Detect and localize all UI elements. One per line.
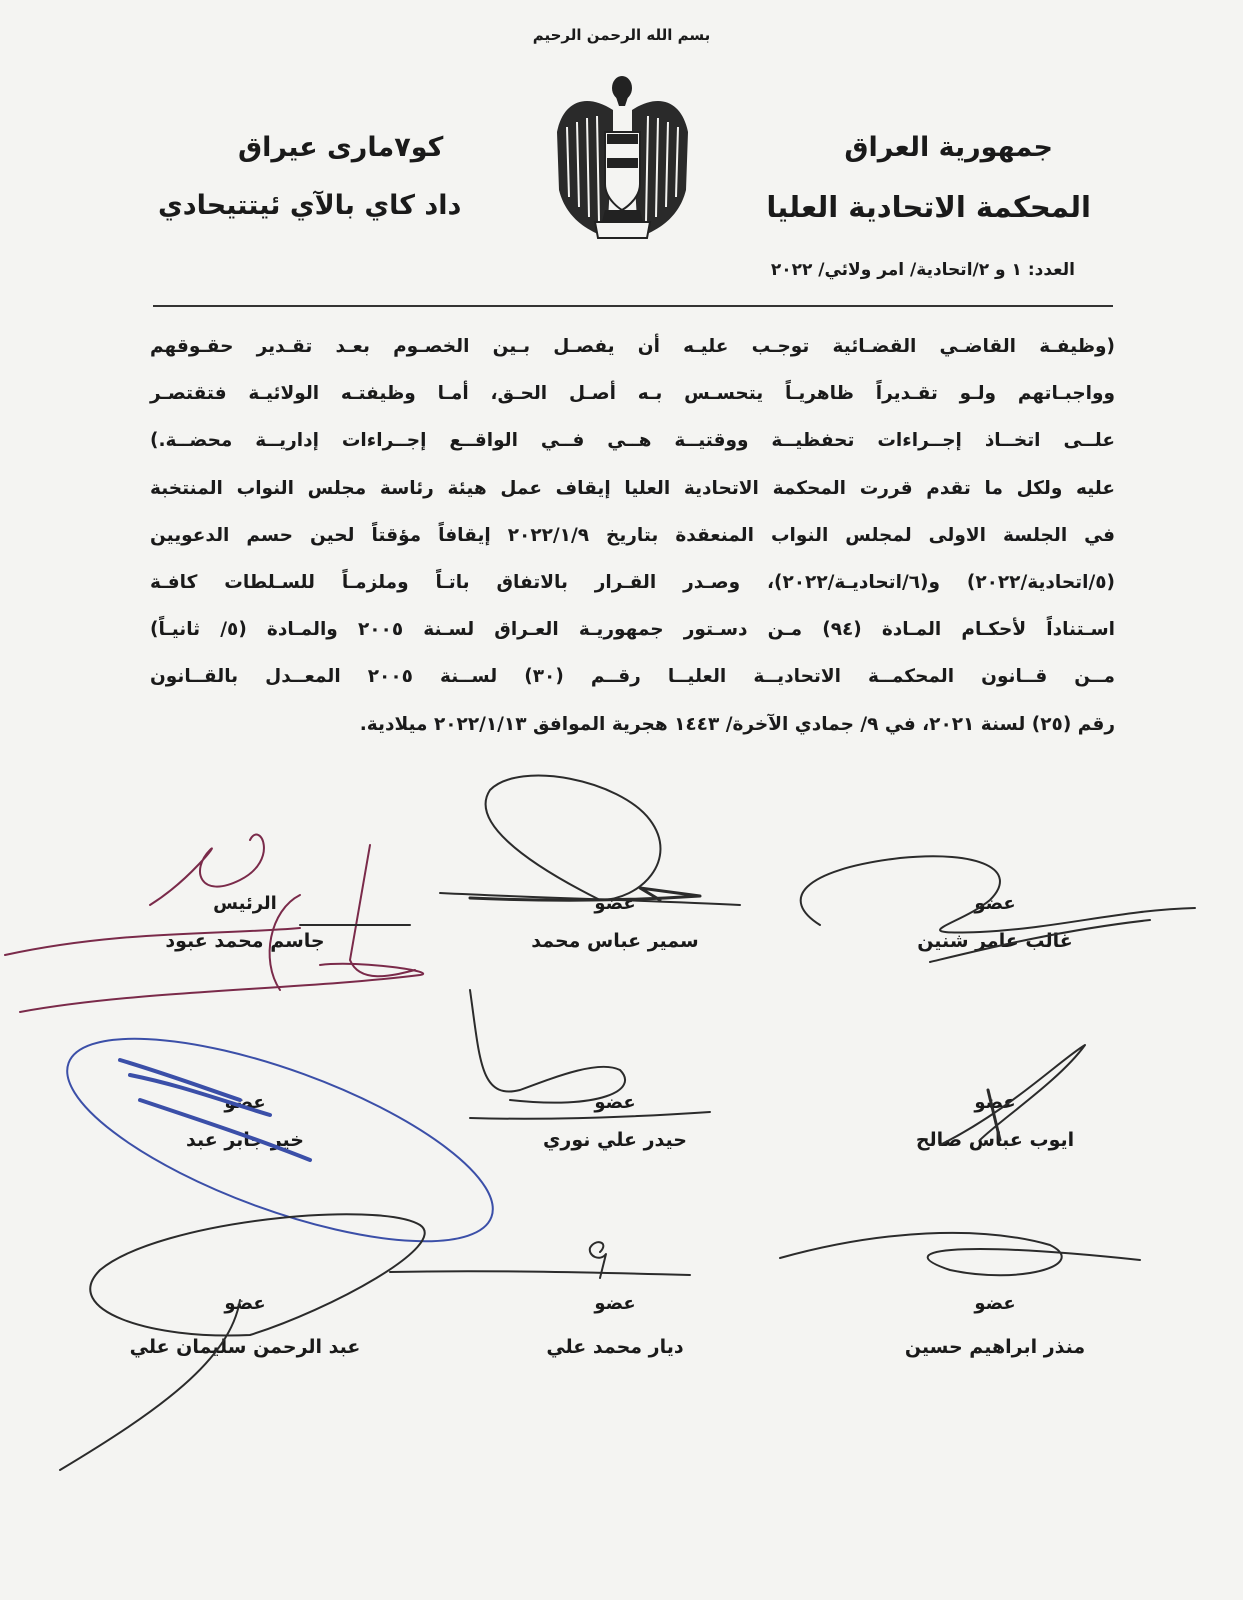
body-line: عليه ولكل ما تقدم قررت المحكمة الاتحادية العليا إيقاف عمل هيئة رئاسة مجلس النواب المنتخبة [150, 477, 1115, 499]
signatory-block [500, 1092, 730, 1151]
body-line: (٥/اتحادية/٢٠٢٢) و(٦/اتحاديـة/٢٠٢٢)، وصـدر القـرار بالاتفاق باتـاً وملزمـاً للسـلطات كافـة [150, 572, 1115, 594]
decision-text [150, 323, 1115, 748]
header-country-kurdish: كو٧ماری عیراق [238, 132, 444, 163]
signature-stroke [590, 1242, 606, 1278]
signatory-name: سمير عباس محمد [531, 930, 699, 952]
signature-stroke [780, 1233, 1140, 1275]
signatory-name: عبد الرحمن سليمان علي [129, 1336, 361, 1358]
iraq-eagle-emblem-icon [555, 72, 690, 250]
body-line: (وظيفـة القاضـي القضـائية توجـب عليـه أن يفصـل بـين الخصـوم بعـد تقـدير حقـوقهم [150, 336, 1115, 357]
body-line: في الجلسة الاولى لمجلس النواب المنعقدة بتاريخ ٢٠٢٢/١/٩ إيقافاً مؤقتاً لحين حسم الدعويين [150, 524, 1115, 546]
signatory-role: الرئيس [213, 893, 277, 914]
signatory-name: غالب عامر شنين [917, 930, 1073, 952]
signatory-name: خير جابر عبد [186, 1129, 304, 1151]
signatory-role: عضو [594, 1092, 636, 1113]
signatory-name: ديار محمد علي [546, 1336, 684, 1358]
signatory-block [880, 893, 1110, 952]
signatory-block [880, 1092, 1110, 1151]
signatory-block [120, 1293, 370, 1358]
header-divider [153, 305, 1113, 307]
signatory-role: عضو [594, 1293, 636, 1314]
signatory-name: جاسم محمد عبود [165, 930, 325, 952]
signatory-block [130, 893, 360, 952]
signatory-name: حيدر علي نوري [543, 1129, 687, 1151]
signatory-block [500, 1293, 730, 1358]
signatory-role: عضو [974, 893, 1016, 914]
header-country: جمهورية العراق [844, 132, 1053, 163]
signatory-role: عضو [974, 1092, 1016, 1113]
signatory-role: عضو [594, 893, 636, 914]
signature-stroke [20, 964, 423, 1012]
signatory-block [880, 1293, 1110, 1358]
body-line: وواجبـاتهم ولـو تقـديراً ظاهريـاً يتحسـس بـه أصـل الحـق، أمـا وظيفتـه الولائيـة فتقتصـر [150, 383, 1115, 405]
signatory-name: ايوب عباس صالح [915, 1129, 1075, 1151]
body-line: مــن قــانون المحكمــة الاتحاديــة العليــا رقــم (٣٠) لســنة ٢٠٠٥ المعــدل بالقــانون [150, 666, 1116, 688]
header-court: المحكمة الاتحادية العليا [766, 190, 1091, 224]
signatory-role: عضو [974, 1293, 1016, 1314]
signature-stroke [390, 1271, 690, 1275]
body-line: رقم (٢٥) لسنة ٢٠٢١، في ٩/ جمادي الآخرة/ ١٤٤٣ هجرية الموافق ٢٠٢٢/١/١٣ ميلادية. [359, 713, 1115, 735]
reference-number: العدد: ١ و ٢/اتحادية/ امر ولائي/ ٢٠٢٢ [770, 260, 1075, 280]
basmala: بسم الله الرحمن الرحيم [532, 26, 711, 44]
signatory-role: عضو [224, 1293, 266, 1314]
header-court-kurdish: داد كاي بالآي ئيتتيحادي [158, 190, 462, 221]
signature-stroke [486, 776, 661, 900]
signature-stroke [470, 990, 625, 1103]
signatory-block [500, 893, 730, 952]
signatory-name: منذر ابراهيم حسين [904, 1336, 1086, 1358]
signatory-block [130, 1092, 360, 1151]
signatory-role: عضو [224, 1092, 266, 1113]
body-line: اسـتناداً لأحكـام المـادة (٩٤) مـن دسـتور جمهوريـة العـراق لسـنة ٢٠٠٥ والمـادة (٥/ ثانيـاً) [150, 619, 1115, 641]
body-line: علــى اتخــاذ إجــراءات تحفظيــة ووقتيــة هــي فــي الواقــع إجــراءات إداريــة محضــة.) [150, 430, 1115, 452]
